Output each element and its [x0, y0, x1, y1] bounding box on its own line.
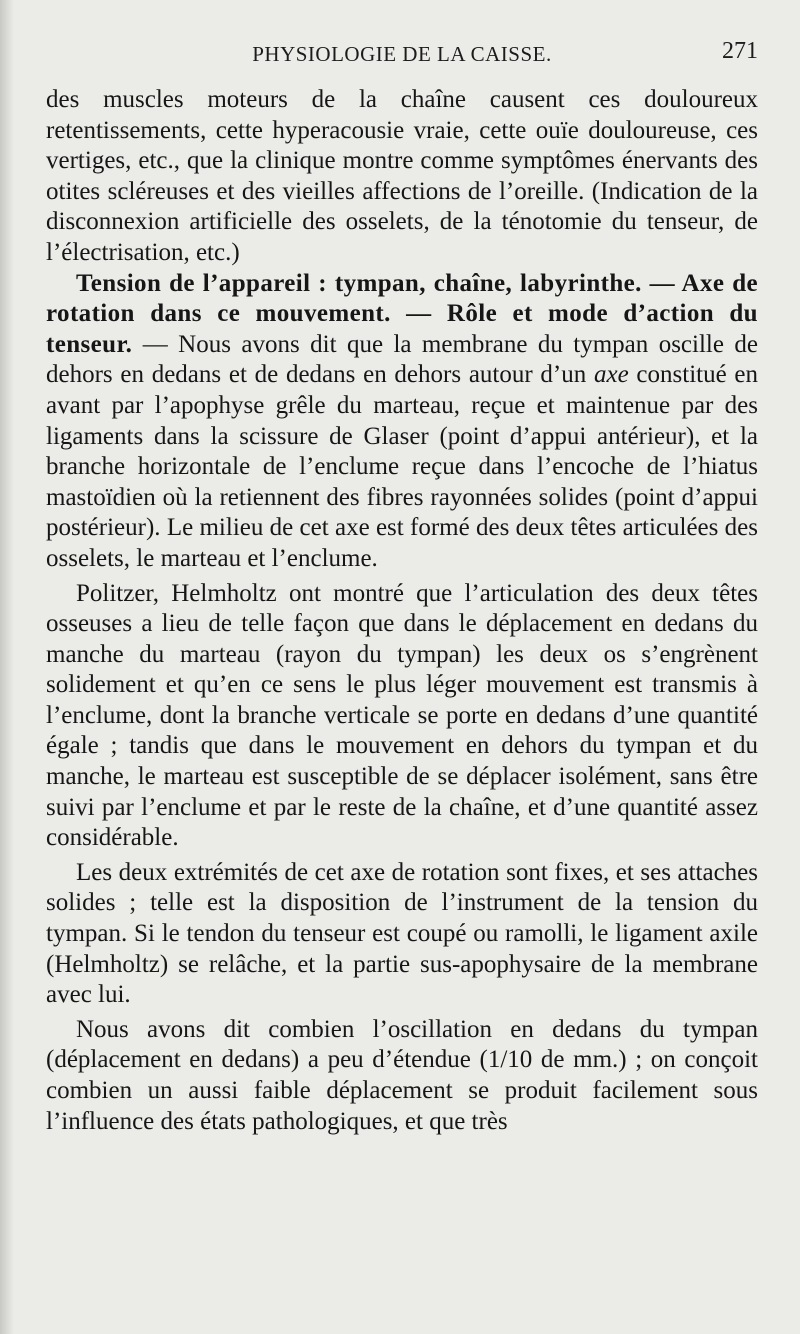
section-heading: Tension de l’appareil : tympan, chaîne, labyrinthe. — Axe de rotation dans ce mouvement. — Rôle et mode d’action du tenseur. [46, 269, 758, 358]
paragraph-4: Les deux extrémités de cet axe de rotation sont fixes, et ses attaches solides ; telle est la disposition de l’instrument de la tension du tympan. Si le tendon du tenseur est coupé ou ramolli, le ligament axile (Helmholtz) se relâche, et la partie sus-apophysaire de la membrane avec lui. [46, 858, 758, 1009]
page-number: 271 [722, 38, 758, 64]
paragraph-5: Nous avons dit combien l’oscillation en dedans du tympan (déplacement en dedans) a peu d’étendue (1/10 de mm.) ; on conçoit combien un aussi faible déplacement se produit facilement sous l’influence des états pathologiques, et que très [46, 1015, 758, 1135]
paragraph-1: des muscles moteurs de la chaîne causent ces douloureux retentissements, cette hyperacousie vraie, cette ouïe douloureuse, ces vertiges, etc., que la clinique montre comme symptômes énervants des otites scléreuses et des vieilles affections de l’oreille. (Indication de la disconnexion artificielle des osselets, de la ténotomie du tenseur, de l’électrisation, etc.) [46, 86, 758, 266]
paragraph-2 [46, 269, 758, 575]
body-text [46, 85, 758, 1137]
emphasis-axe: axe [593, 361, 629, 389]
paragraph-2-text-a: — Nous avons dit que la membrane du tympan oscille de dehors en dedans et de dedans en dehors autour d’un [46, 330, 758, 389]
paragraph-3: Politzer, Helmholtz ont montré que l’articulation des deux têtes osseuses a lieu de telle façon que dans le déplacement en dedans du manche du marteau (rayon du tympan) les deux os s’engrènent solidement et qu’en ce sens le plus léger mouvement est transmis à l’enclume, dont la branche verticale se porte en dedans d’une quantité égale ; tandis que dans le mouvement en dehors du tympan et du manche, le marteau est susceptible de se déplacer isolément, sans être suivi par l’enclume et par le reste de la chaîne, et d’une quantité assez considérable. [46, 579, 758, 852]
running-head [46, 38, 758, 78]
running-title: PHYSIOLOGIE DE LA CAISSE. [252, 42, 552, 66]
page-edge-shadow [0, 0, 14, 1334]
paragraph-2-text-b: constitué en avant par l’apophyse grêle du marteau, reçue et maintenue par des ligaments dans la scissure de Glaser (point d’appui antérieur), et la branche horizontale de l’enclume reçue dans l’encoche de l’hiatus mastoïdien où la retiennent des fibres rayonnées solides (point d’appui postérieur). Le milieu de cet axe est formé des deux têtes articulées des osselets, le marteau et l’enclume. [46, 361, 759, 572]
